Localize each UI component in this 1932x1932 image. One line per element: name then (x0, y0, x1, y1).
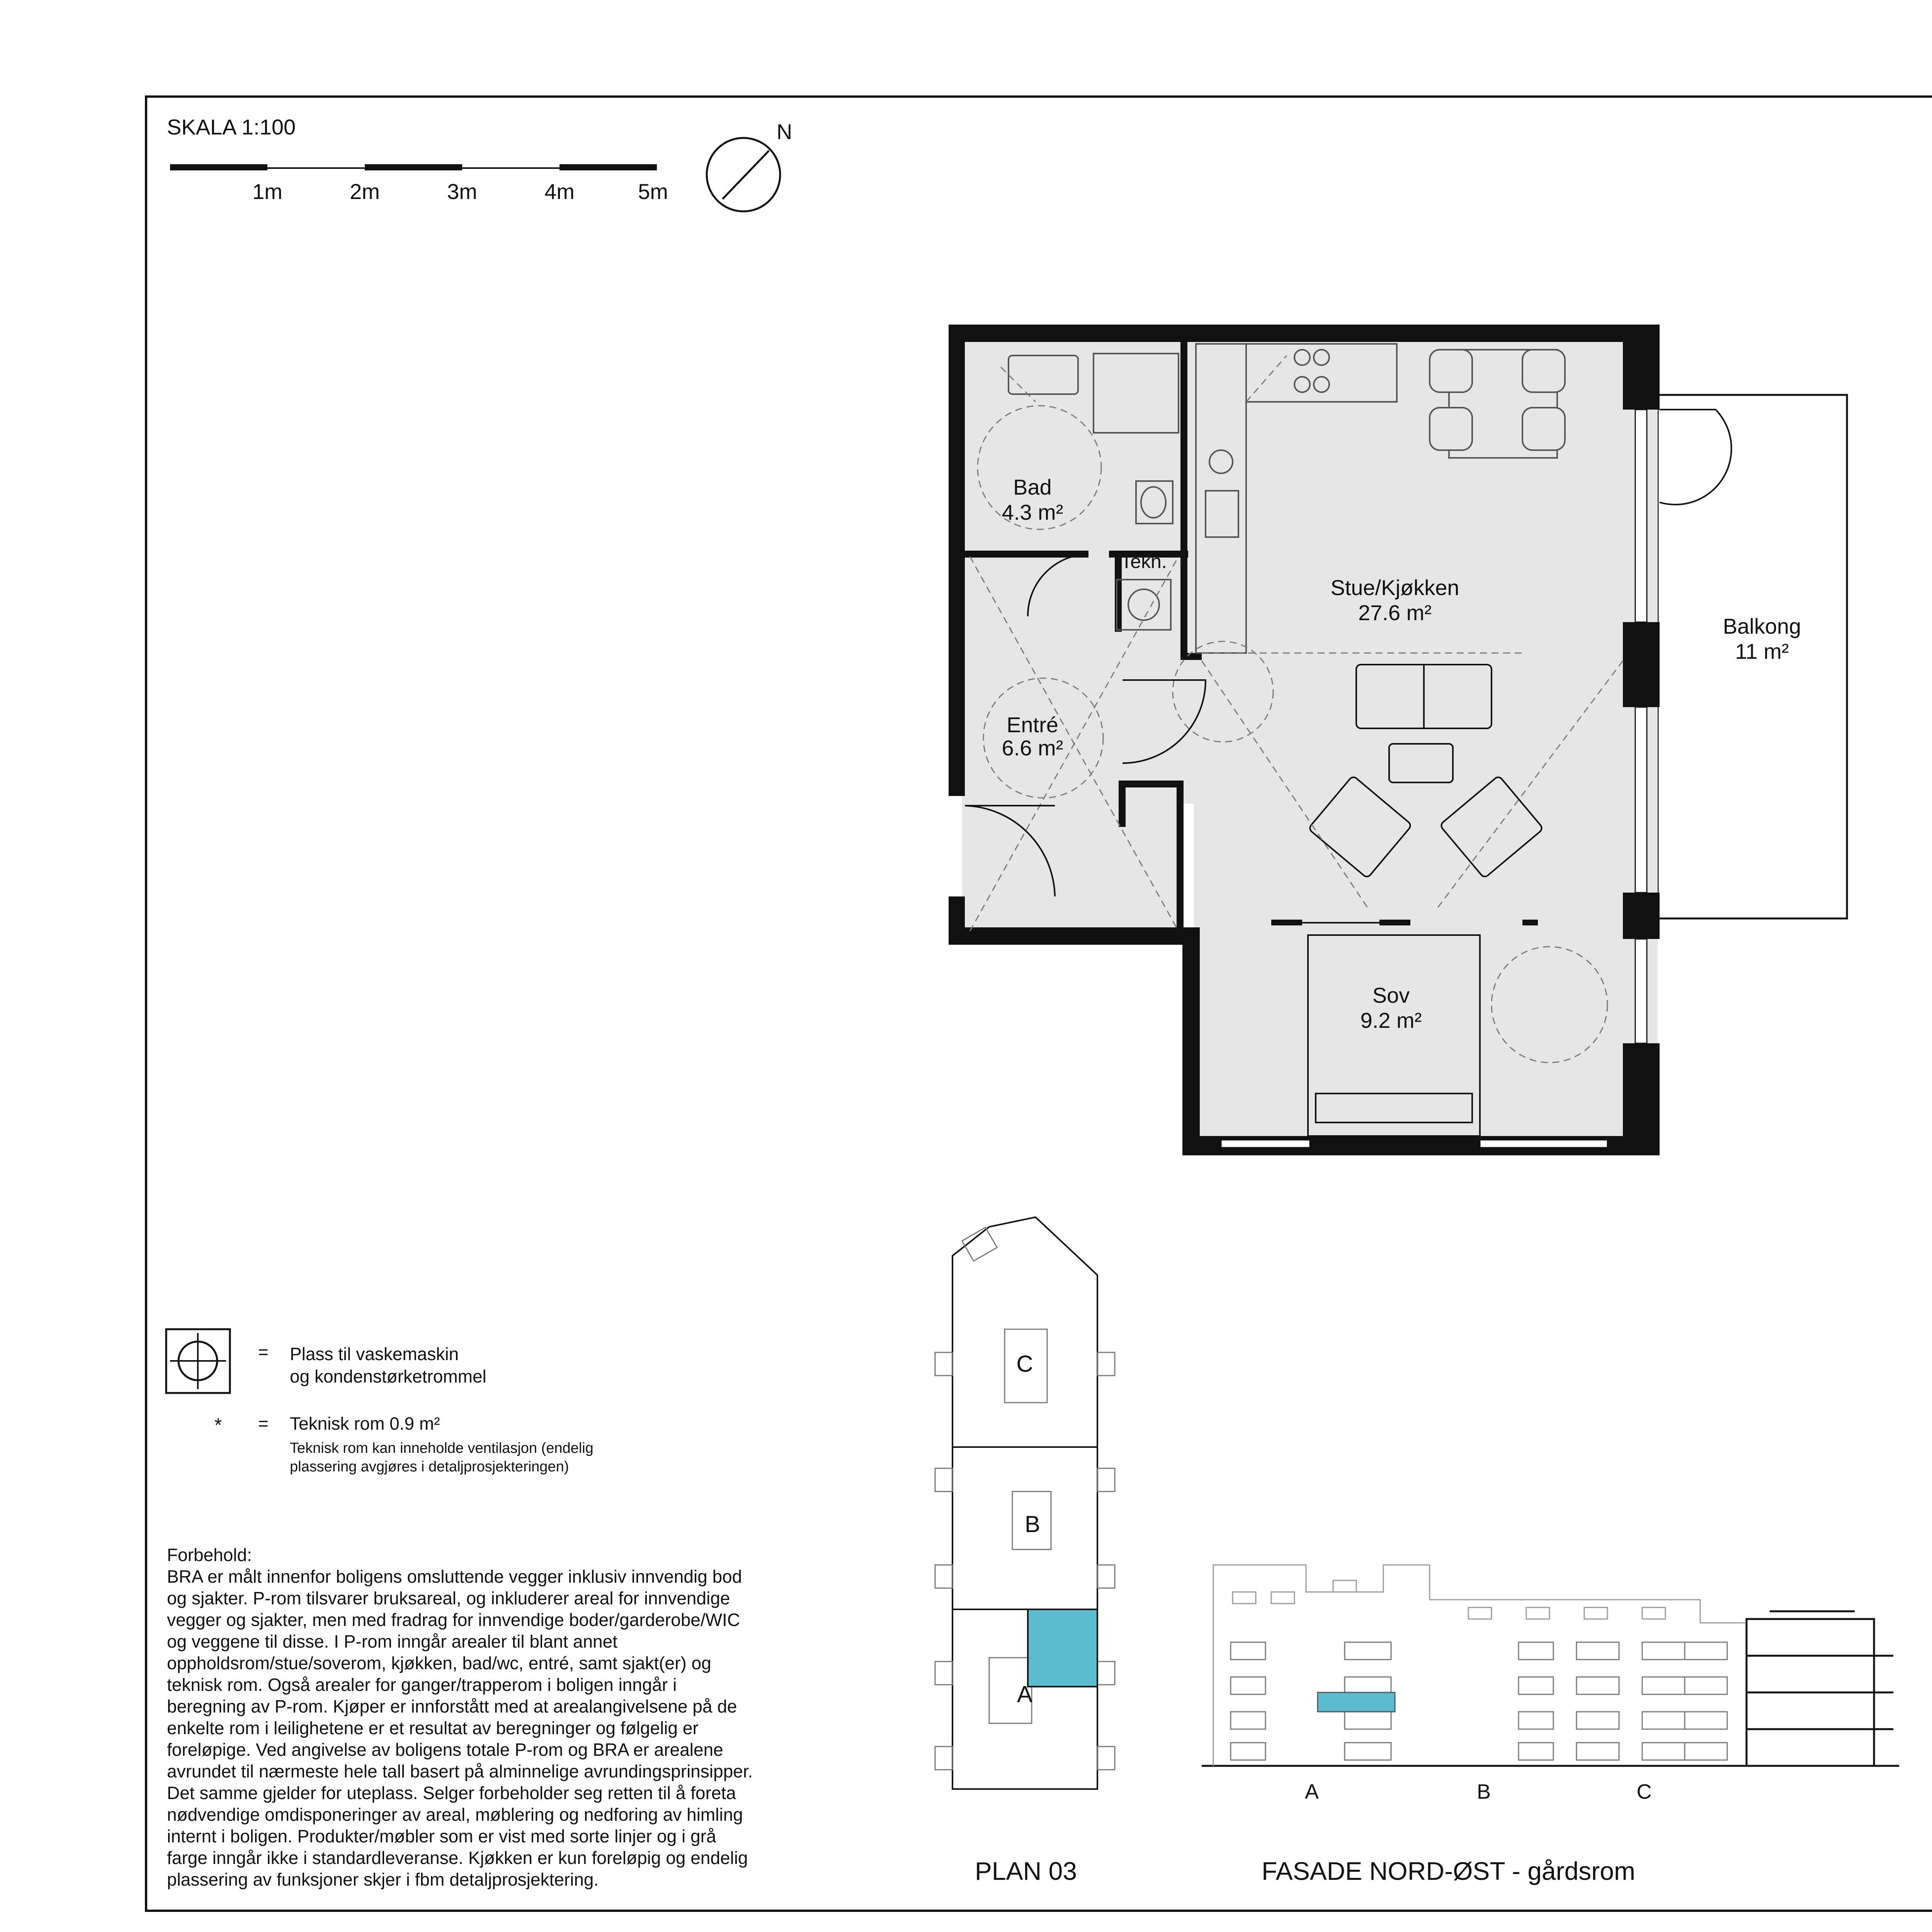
legend-tech-line2: plassering avgjøres i detaljprosjekteringen) (290, 1459, 569, 1475)
disclaimer-line: internt i boligen. Produkter/møbler som er vist med sorte linjer og i grå (167, 1826, 716, 1846)
legend-tech-eq: = (258, 1413, 269, 1434)
key-plan-unit-highlight (1028, 1609, 1097, 1687)
scale-bar (167, 115, 668, 204)
room-bad-name: Bad (1013, 475, 1052, 499)
legend-washer-line2: og kondenstørketrommel (290, 1366, 486, 1386)
key-plan-label-a: A (1017, 1681, 1033, 1707)
disclaimer-line: enkelte rom i leilighetene er et resultat av beregninger og følgelig er (167, 1718, 699, 1738)
north-arrow-icon (707, 119, 792, 211)
disclaimer-line: farge inngår ikke i standardleveranse. Kjøkken er kun foreløpig og endelig (167, 1848, 748, 1868)
scale-tick-2: 2m (350, 179, 380, 204)
disclaimer-line: og sjakter. P-rom tilsvarer bruksareal, og inkluderer areal for innvendige (167, 1588, 730, 1608)
disclaimer-line: nødvendige omdisponeringer av areal, møblering og nedforing av himling (167, 1804, 743, 1825)
facade-unit-highlight (1318, 1692, 1395, 1712)
room-entre-area: 6.6 m² (1002, 736, 1063, 760)
scale-tick-1: 1m (252, 179, 282, 204)
key-plan-label-c: C (1016, 1351, 1033, 1377)
key-plan-label-b: B (1024, 1511, 1041, 1537)
floor-plan (949, 325, 1847, 1155)
disclaimer-line: foreløpige. Ved angivelse av boligens totale P-rom og BRA er arealene (167, 1740, 723, 1760)
disclaimer-line: teknisk rom. Også arealer for ganger/trapperom i boligen inngår i (167, 1675, 677, 1695)
scale-tick-5: 5m (638, 179, 668, 204)
facade-label-c: C (1636, 1780, 1652, 1803)
disclaimer-heading: Forbehold: (167, 1545, 252, 1565)
floor-sov (1194, 937, 1658, 1138)
legend-tech-title: Teknisk rom 0.9 m² (290, 1413, 440, 1434)
room-stue-area: 27.6 m² (1358, 600, 1432, 625)
legend-washer-eq: = (258, 1342, 269, 1362)
room-bad-area: 4.3 m² (1002, 500, 1063, 524)
room-sov-name: Sov (1372, 983, 1410, 1007)
room-entre-name: Entré (1007, 713, 1058, 737)
facade-label-b: B (1476, 1780, 1491, 1803)
facade-elevation (1202, 1565, 1899, 1885)
room-tekn-name: Tekn. (1121, 551, 1167, 572)
facade-caption: FASADE NORD-ØST - gårdsrom (1262, 1857, 1635, 1885)
north-label: N (776, 119, 793, 144)
disclaimer-line: beregning av P-rom. Kjøper er innforstått med at arealangivelsene på de (167, 1696, 737, 1716)
facade-label-a: A (1304, 1780, 1319, 1803)
disclaimer-line: og veggene til disse. I P-rom inngår arealer til blant annet (167, 1631, 617, 1651)
disclaimer-line: BRA er målt innenfor boligens omsluttende vegger inklusiv innvendig bod (167, 1566, 742, 1587)
key-plan-caption: PLAN 03 (975, 1857, 1077, 1885)
disclaimer-line: oppholdsrom/stue/soverom, kjøkken, bad/wc, entré, samt sjakt(er) og (167, 1653, 711, 1673)
scale-tick-3: 3m (447, 179, 477, 204)
room-stue-name: Stue/Kjøkken (1330, 575, 1459, 600)
legend (166, 1329, 594, 1475)
scale-tick-4: 4m (544, 179, 575, 204)
room-balkong-area: 11 m² (1735, 639, 1789, 663)
disclaimer-line: vegger og sjakter, men med fradrag for innvendige boder/garderobe/WIC (167, 1610, 740, 1630)
disclaimer-line: avrundet til nærmeste hele tall basert på alminnelige avrundingsprinsipper. (167, 1761, 753, 1781)
key-plan (935, 1217, 1115, 1885)
disclaimer-line: Det samme gjelder for uteplass. Selger forbeholder seg retten til å foreta (167, 1783, 736, 1803)
scale-label: SKALA 1:100 (167, 115, 296, 139)
room-sov-area: 9.2 m² (1360, 1008, 1422, 1032)
legend-tech-line1: Teknisk rom kan inneholde ventilasjon (endelig (290, 1440, 594, 1456)
room-balkong-name: Balkong (1723, 614, 1801, 638)
disclaimer-line: plassering av funksjoner skjer i fbm detaljprosjektering. (167, 1869, 599, 1889)
disclaimer (167, 1545, 753, 1889)
legend-tech-star: * (214, 1414, 222, 1436)
legend-washer-line1: Plass til vaskemaskin (290, 1344, 459, 1364)
